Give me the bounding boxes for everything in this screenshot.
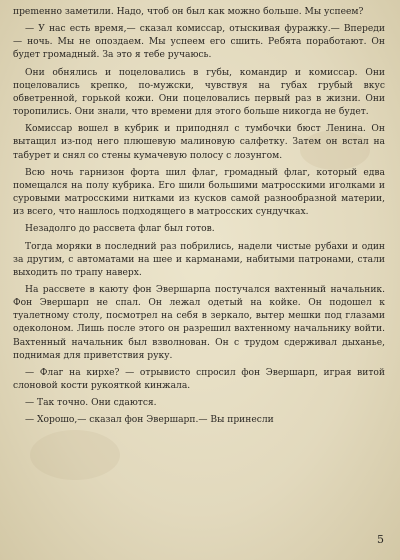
paragraph: — У нас есть время,— сказал комиссар, отыскивая фуражку.— Впереди — ночь. Мы не опоздаем. Мы успеем его сшить. Ребята поработают. Он будет громадный. За это я тебе ручаюсь. xyxy=(13,24,385,61)
paragraph: Незадолго до рассвета флаг был готов. xyxy=(25,224,215,235)
paper-stain xyxy=(30,430,120,480)
paragraph: преmенно заметили. Надо, чтоб он был как можно больше. Мы успеем? xyxy=(13,7,364,17)
paragraph: — Хорошо,— сказал фон Эвершарп.— Вы принесли xyxy=(25,415,274,426)
paragraph: Всю ночь гарнизон форта шил флаг, громадный флаг, который едва помещался на полу кубрика. Его шили большими матросскими иголками и суровыми матросскими нитками из кусков самой разнообразной материи, из всего, что нашлось подходящего в матросских сундучках. xyxy=(13,167,385,218)
paragraph: — Так точно. Они сдаются. xyxy=(25,398,157,409)
page-body xyxy=(13,6,385,432)
paragraph: — Флаг на кирхе? — отрывисто спросил фон Эвершарп, играя витой слоновой кости рукояткой кинжала. xyxy=(13,367,385,392)
page-number: 5 xyxy=(377,533,384,546)
paragraph: На рассвете в каюту фон Эвершарпа постучался вахтенный начальник. Фон Эвершарп не спал. Он лежал одетый на койке. Он подошел к туалетному столу, посмотрел на себя в зеркало, вытер мешки под глазами одеколоном. Лишь после этого он разрешил вахтенному начальнику войти. Вахтенный начальник был взволнован. Он с трудом сдерживал дыханье, поднимая для приветствия руку. xyxy=(13,284,385,361)
paragraph: Тогда моряки в последний раз побрились, надели чистые рубахи и один за другим, с автоматами на шее и карманами, набитыми патронами, стали выходить по трапу наверх. xyxy=(13,241,385,278)
paragraph: Комиссар вошел в кубрик и приподнял с тумбочки бюст Ленина. Он вытащил из-под него плюшевую малиновую салфетку. Затем он встал на табурет и снял со стены кумачевую полосу с лозунгом. xyxy=(13,124,385,161)
paragraph: Они обнялись и поцеловались в губы, командир и комиссар. Они поцеловались крепко, по-мужски, чувствуя на губах грубый вкус обветренной, горькой кожи. Они поцеловались первый раз в жизни. Они торопились. Они знали, что времени для этого больше никогда не будет. xyxy=(13,67,385,118)
